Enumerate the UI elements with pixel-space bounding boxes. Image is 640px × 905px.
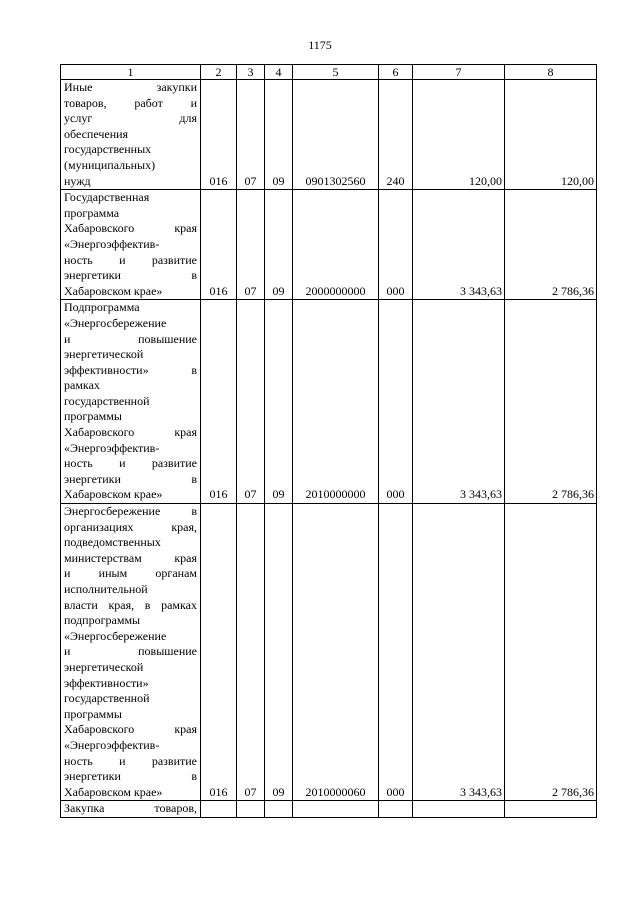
expense-type-cell: 000	[379, 190, 413, 300]
ved-code-cell: 016	[201, 504, 237, 801]
description-line: «Энергосбережение	[64, 315, 167, 330]
empty-cell	[265, 801, 293, 818]
empty-cell	[413, 801, 505, 818]
table-row	[61, 80, 597, 190]
description-line: эффективности» в	[64, 362, 197, 377]
description-line: государственной	[64, 393, 150, 408]
empty-cell	[505, 801, 597, 818]
sum-year-1-cell: 3 343,63	[413, 504, 505, 801]
header-row	[61, 65, 597, 80]
empty-cell	[237, 801, 265, 818]
header-col-7: 7	[413, 65, 505, 80]
ved-code-cell: 016	[201, 190, 237, 300]
empty-cell	[201, 801, 237, 818]
header-col-2: 2	[201, 65, 237, 80]
description-line: Хабаровском крае»	[64, 784, 163, 799]
subsection-cell: 09	[265, 190, 293, 300]
description-line: подведомственных	[64, 535, 161, 550]
description-line: ность и развитие	[64, 252, 197, 267]
section-cell: 07	[237, 300, 265, 504]
sum-year-2-cell: 2 786,36	[505, 300, 597, 504]
header-col-1: 1	[61, 65, 201, 80]
description-line: и повышение	[64, 331, 197, 346]
description-line: программы	[64, 409, 122, 424]
sum-year-2-cell: 120,00	[505, 80, 597, 190]
sum-year-1-cell: 120,00	[413, 80, 505, 190]
section-cell: 07	[237, 80, 265, 190]
description-line: и иным органам	[64, 566, 197, 581]
description-line: Хабаровского края	[64, 722, 197, 737]
expense-type-cell: 240	[379, 80, 413, 190]
ved-code-cell: 016	[201, 300, 237, 504]
description-line: Хабаровском крае»	[64, 283, 163, 298]
description-line: Иные закупки	[64, 80, 197, 94]
section-cell: 07	[237, 504, 265, 801]
description-line: Подпрограмма	[64, 300, 140, 315]
description-line: обеспечения	[64, 126, 129, 141]
description-line: эффективности»	[64, 675, 149, 690]
description-line: программы	[64, 706, 122, 721]
header-col-3: 3	[237, 65, 265, 80]
row-description	[61, 504, 201, 801]
description-line: исполнительной	[64, 582, 148, 596]
description-line: программа	[64, 205, 120, 220]
description-line: Государственная	[64, 190, 150, 205]
sum-year-2-cell: 2 786,36	[505, 504, 597, 801]
subsection-cell: 09	[265, 300, 293, 504]
description-line: подпрограммы	[64, 613, 141, 628]
header-col-6: 6	[379, 65, 413, 80]
table-row	[61, 504, 597, 801]
description-line: товаров, работ и	[64, 95, 197, 110]
target-article-cell: 2010000060	[293, 504, 379, 801]
description-line: ность и развитие	[64, 753, 197, 768]
target-article-cell: 0901302560	[293, 80, 379, 190]
empty-cell	[293, 801, 379, 818]
description-line: Энергосбережение в	[64, 504, 197, 519]
description-line: организациях края,	[64, 519, 197, 534]
row-description	[61, 190, 201, 300]
header-col-4: 4	[265, 65, 293, 80]
table-row-partial	[61, 801, 597, 818]
expense-type-cell: 000	[379, 300, 413, 504]
expense-type-cell: 000	[379, 504, 413, 801]
description-line: государственной	[64, 691, 150, 706]
description-line: «Энергосбережение	[64, 628, 167, 643]
page-number: 1175	[308, 38, 332, 52]
row-description: Закупка товаров,	[61, 801, 201, 818]
description-line: энергетической	[64, 659, 144, 674]
table-row	[61, 190, 597, 300]
description-line: (муниципальных)	[64, 157, 156, 172]
target-article-cell: 2010000000	[293, 300, 379, 504]
description-line: власти края, в рамках	[64, 597, 197, 612]
description-line: ность и развитие	[64, 456, 197, 471]
budget-table	[60, 64, 597, 818]
description-line: государственных	[64, 142, 152, 157]
subsection-cell: 09	[265, 80, 293, 190]
empty-cell	[379, 801, 413, 818]
header-col-8: 8	[505, 65, 597, 80]
sum-year-1-cell: 3 343,63	[413, 190, 505, 300]
row-description	[61, 80, 201, 190]
row-description	[61, 300, 201, 504]
description-line: «Энергоэффектив-	[64, 737, 160, 752]
target-article-cell: 2000000000	[293, 190, 379, 300]
description-line: нужд	[64, 173, 91, 188]
description-line: энергетической	[64, 347, 144, 362]
description-line: и повышение	[64, 644, 197, 659]
description-line: министерствам края	[64, 550, 197, 565]
description-line: энергетики в	[64, 769, 197, 784]
description-line: Хабаровского края	[64, 425, 197, 440]
description-line: рамках	[64, 378, 100, 393]
description-line: «Энергоэффектив-	[64, 236, 160, 251]
header-col-5: 5	[293, 65, 379, 80]
description-line: Хабаровском крае»	[64, 487, 163, 502]
ved-code-cell: 016	[201, 80, 237, 190]
description-line: энергетики в	[64, 268, 197, 283]
description-line: «Энергоэффектив-	[64, 440, 160, 455]
description-line: энергетики в	[64, 471, 197, 486]
description-line: услуг для	[64, 111, 197, 126]
description-line: Хабаровского края	[64, 221, 197, 236]
table-row	[61, 300, 597, 504]
section-cell: 07	[237, 190, 265, 300]
sum-year-1-cell: 3 343,63	[413, 300, 505, 504]
subsection-cell: 09	[265, 504, 293, 801]
sum-year-2-cell: 2 786,36	[505, 190, 597, 300]
